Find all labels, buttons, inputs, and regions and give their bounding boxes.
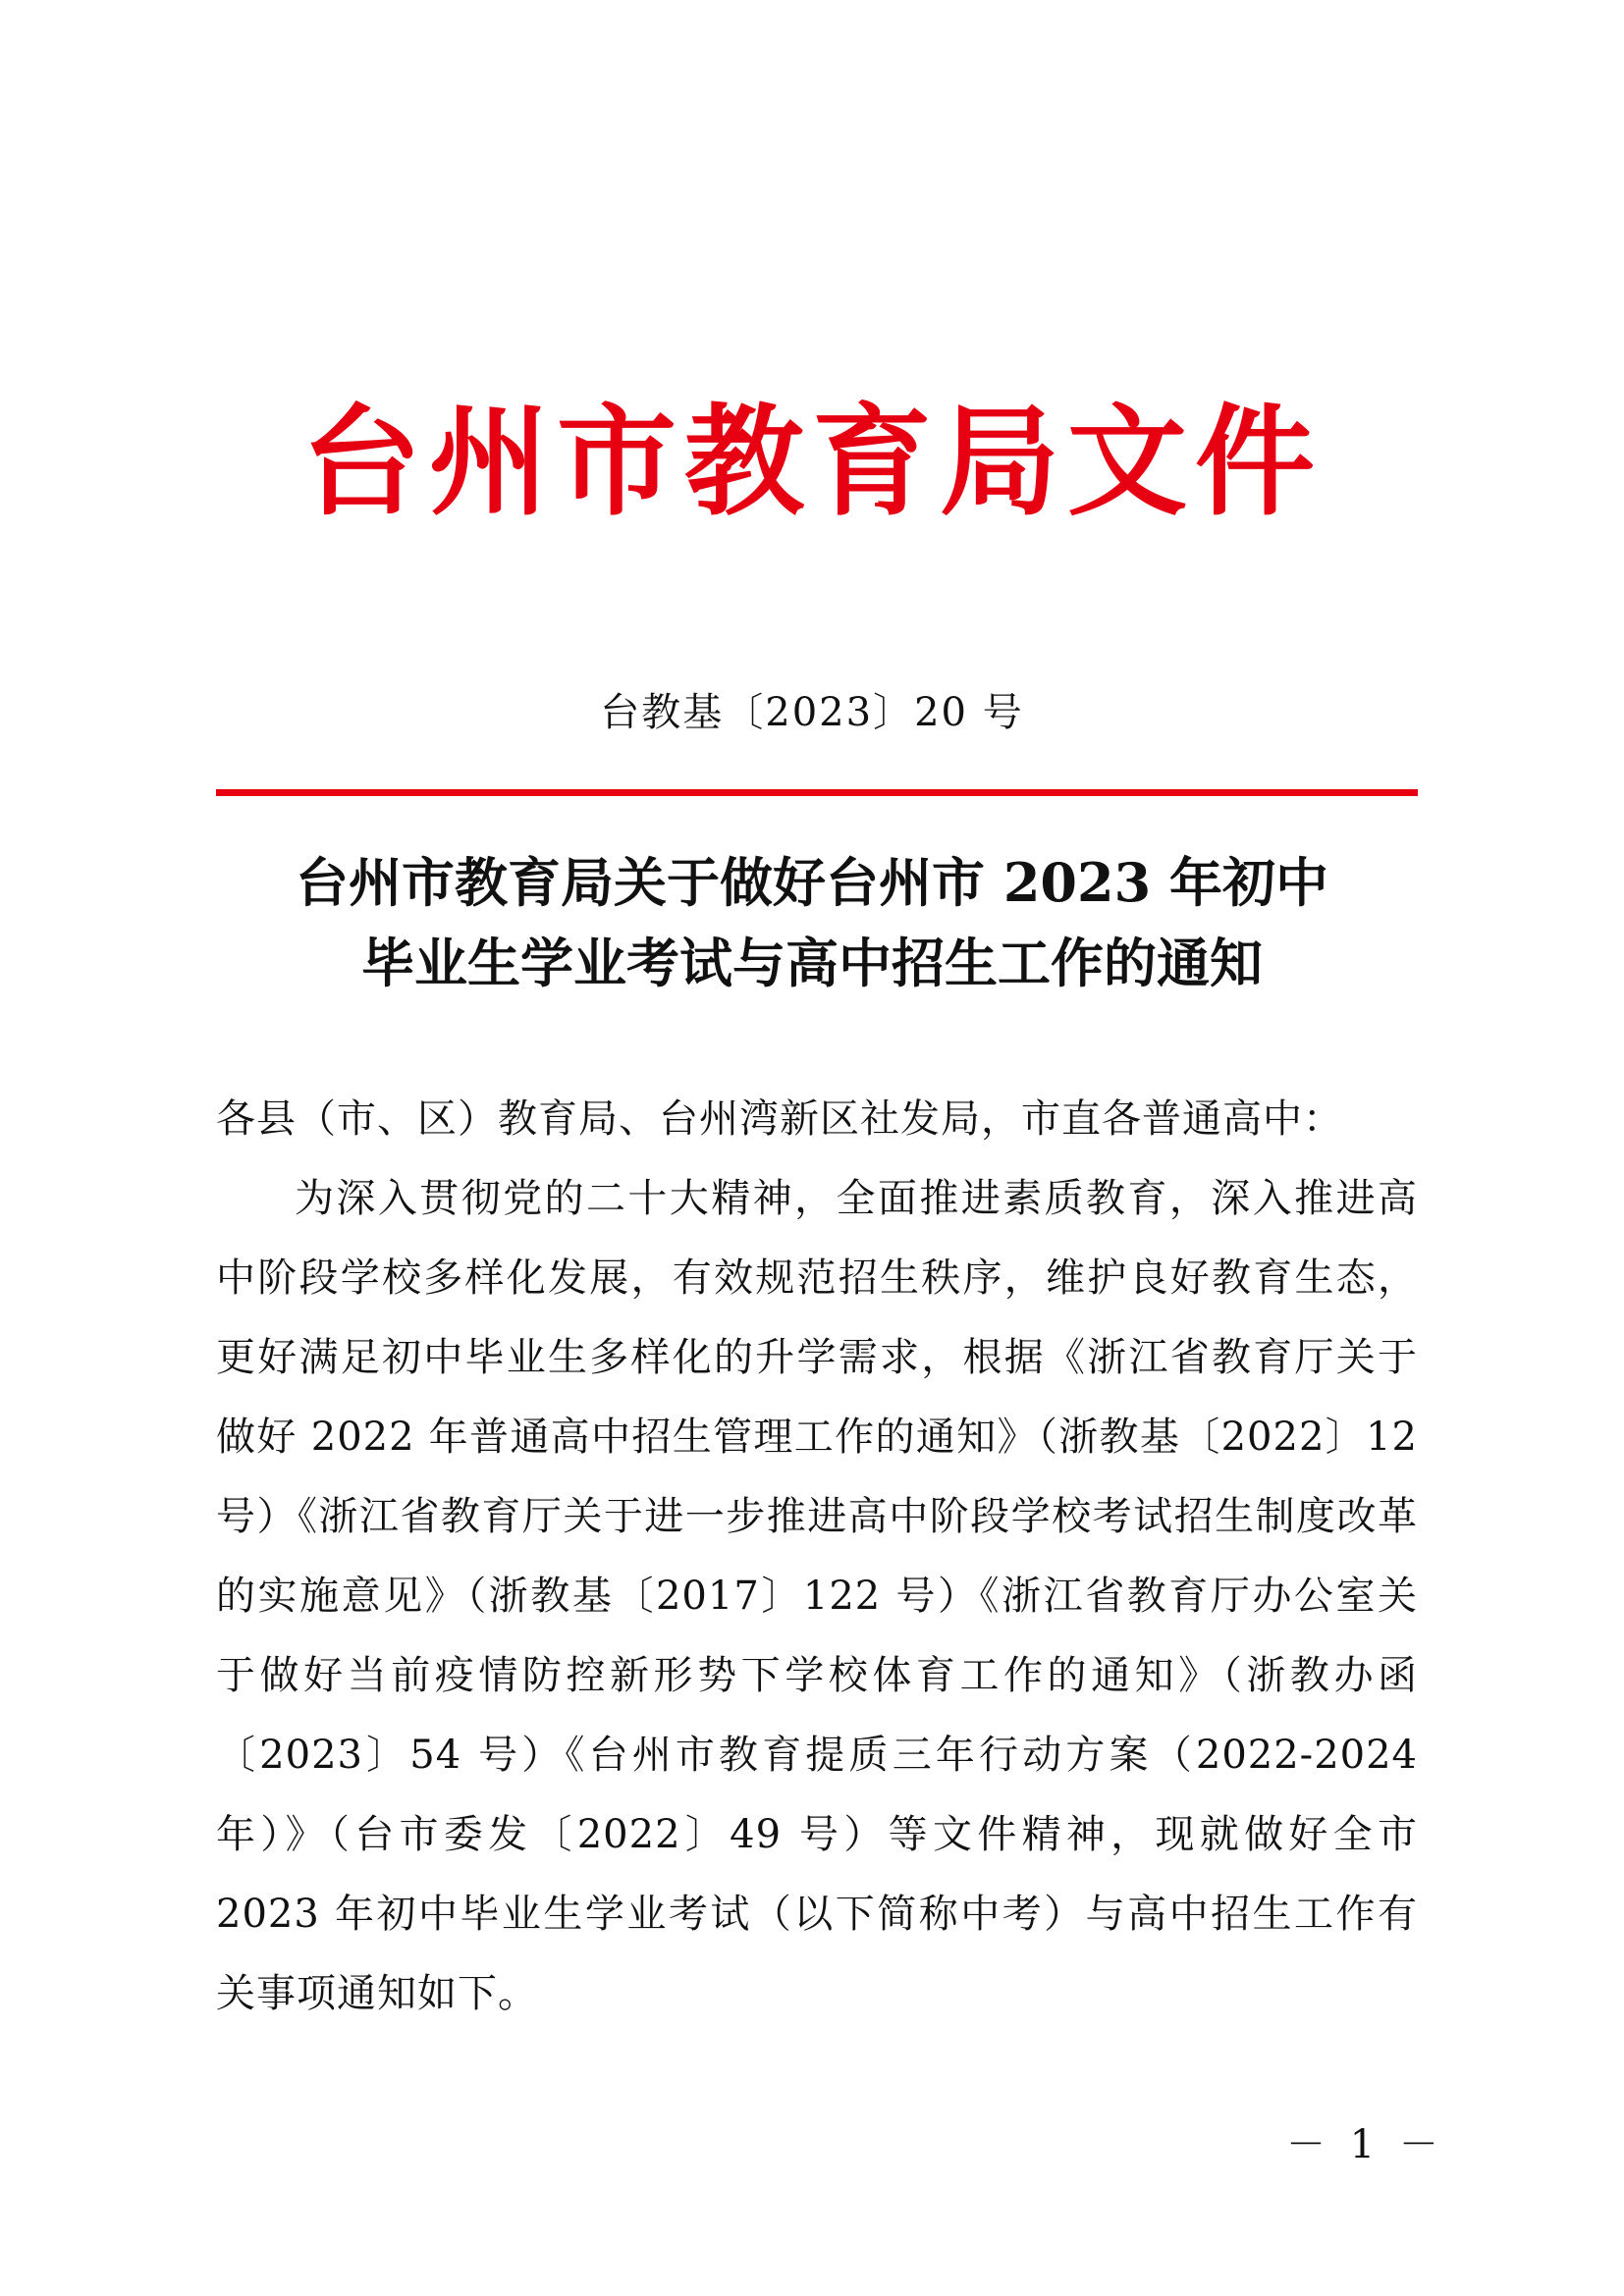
document-title (147, 842, 1477, 1003)
document-title-line-1: 台州市教育局关于做好台州市 2023 年初中 (296, 851, 1328, 914)
page-number: － 1 － (1286, 2122, 1444, 2167)
document-body (216, 1080, 1418, 2034)
body-paragraph: 为深入贯彻党的二十大精神，全面推进素质教育，深入推进高中阶段学校多样化发展，有效规范招生秩序，维护良好教育生态，更好满足初中毕业生多样化的升学需求，根据《浙江省教育厅关于做好 2022 年普通高中招生管理工作的通知》（浙教基〔2022〕12 号）《浙江省教育厅关于进一步推进高中阶段学校考试招生制度改革的实施意见》（浙教基〔2017〕122 号）《浙江省教育厅办公室关于做好当前疫情防控新形势下学校体育工作的通知》（浙教办函〔2023〕54 号）《台州市教育提质三年行动方案（2022-2024 年）》（台市委发〔2022〕49 号）等文件精神，现就做好全市 2023 年初中毕业生学业考试（以下简称中考）与高中招生工作有关事项通知如下。 (216, 1176, 1418, 2016)
document-number: 台教基〔2023〕20 号 (600, 690, 1024, 735)
red-divider-line (216, 789, 1418, 796)
document-title-line-2: 毕业生学业考试与高中招生工作的通知 (361, 932, 1263, 994)
salutation: 各县（市、区）教育局、台州湾新区社发局，市直各普通高中： (216, 1096, 1343, 1142)
document-masthead: 台州市教育局文件 (301, 391, 1323, 532)
